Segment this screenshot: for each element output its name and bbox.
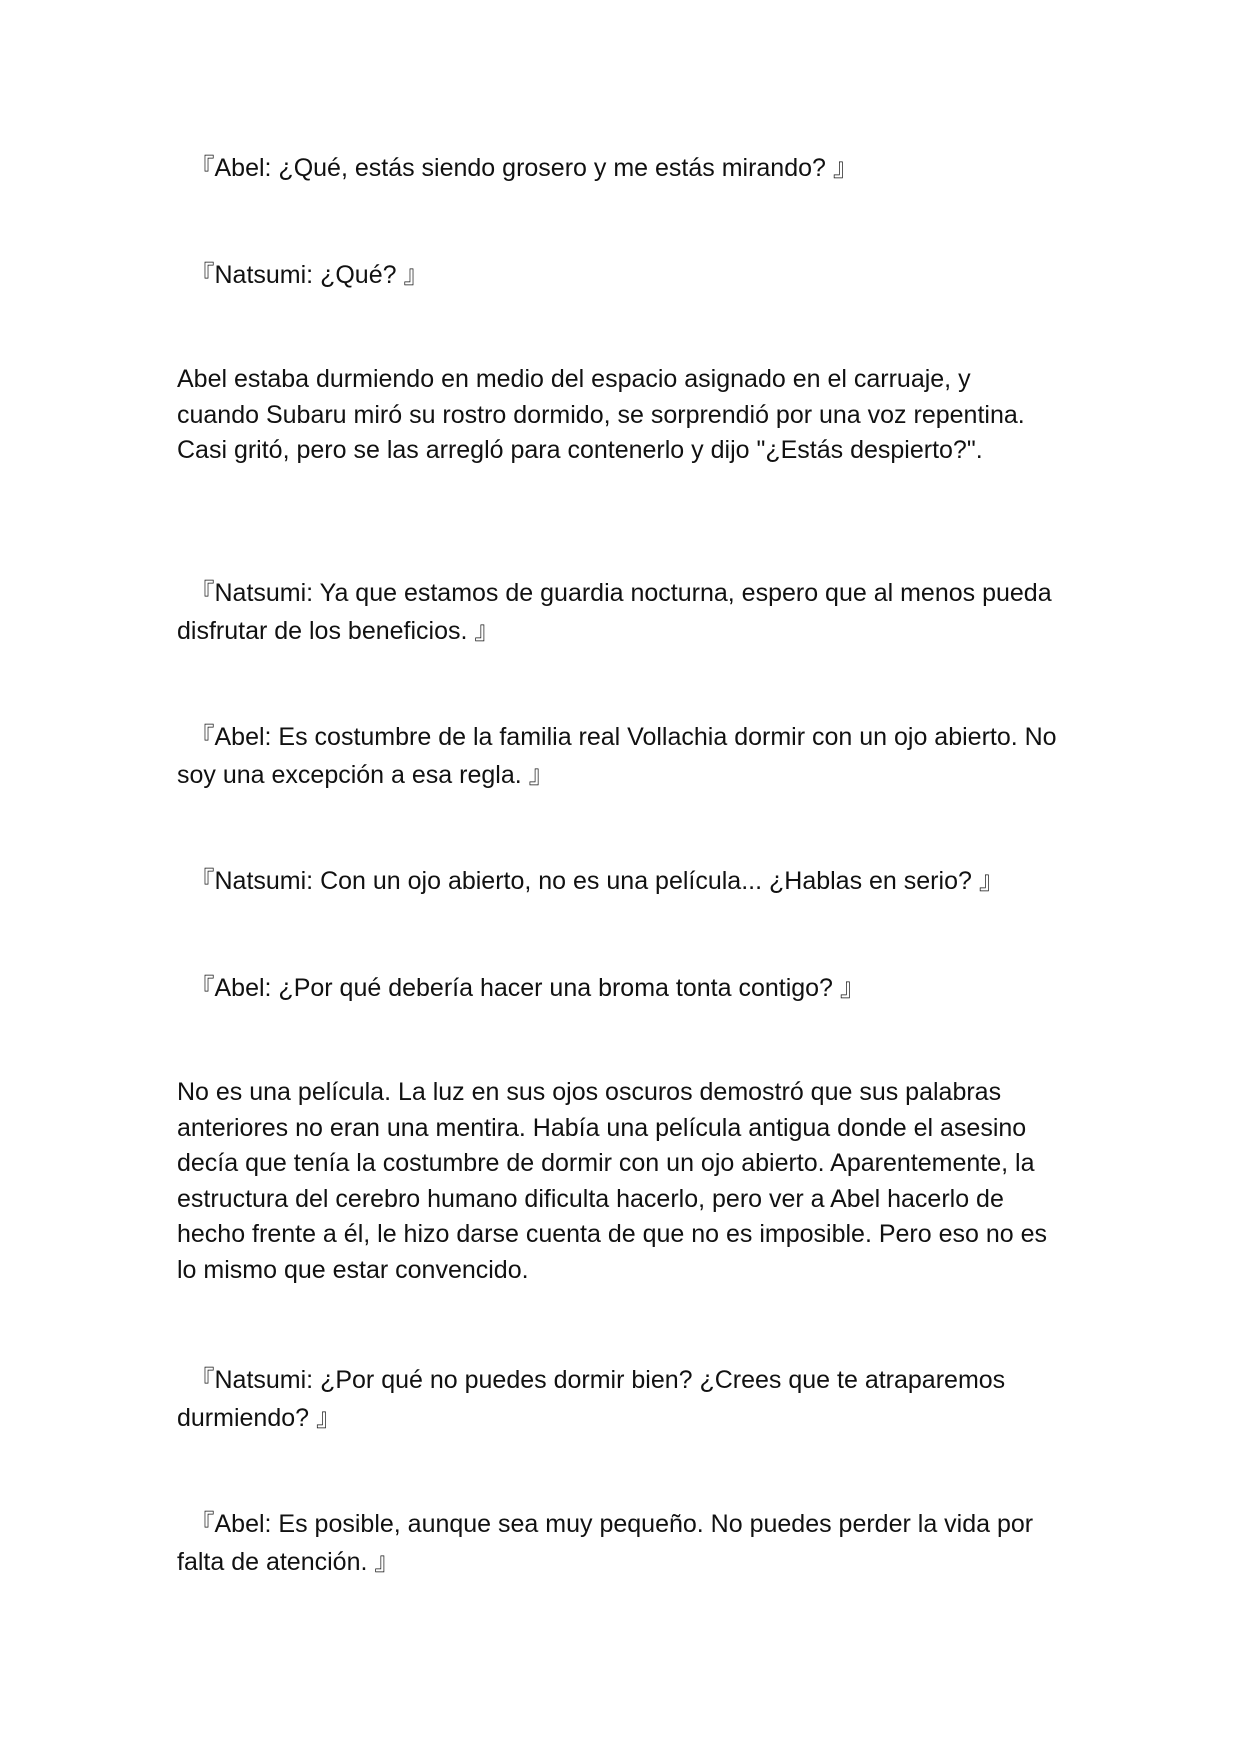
dialogue-line: 『Abel: ¿Por qué debería hacer una broma tonta contigo? 』 bbox=[177, 974, 865, 1002]
dialogue-line: 『Natsumi: ¿Qué? 』 bbox=[177, 261, 429, 289]
dialogue-line: 『Natsumi: Ya que estamos de guardia nocturna, espero que al menos pueda disfrutar de los beneficios. 』 bbox=[177, 579, 1052, 645]
narration-paragraph: No es una película. La luz en sus ojos oscuros demostró que sus palabras anteriores no eran una mentira. Había una película antigua donde el asesino decía que tenía la costumbre de dormir con un ojo abierto. Aparentemente, la estructura del cerebro humano dificulta hacerlo, pero ver a Abel hacerlo de hecho frente a él, le hizo darse cuenta de que no es imposible. Pero eso no es lo mismo que estar convencido. bbox=[177, 1078, 1048, 1284]
dialogue-line: 『Natsumi: ¿Por qué no puedes dormir bien? ¿Crees que te atraparemos durmiendo? 』 bbox=[177, 1366, 1006, 1432]
dialogue-line: 『Natsumi: Con un ojo abierto, no es una película... ¿Hablas en serio? 』 bbox=[177, 867, 1004, 895]
dialogue-line: 『Abel: Es posible, aunque sea muy pequeño. No puedes perder la vida por falta de atención. 』 bbox=[177, 1510, 1034, 1576]
dialogue-line: 『Abel: ¿Qué, estás siendo grosero y me estás mirando? 』 bbox=[177, 154, 858, 182]
dialogue-line: 『Abel: Es costumbre de la familia real Vollachia dormir con un ojo abierto. No soy una excepción a esa regla. 』 bbox=[177, 723, 1057, 789]
narration-paragraph: Abel estaba durmiendo en medio del espacio asignado en el carruaje, y cuando Subaru miró su rostro dormido, se sorprendió por una voz repentina. Casi gritó, pero se las arregló para contenerlo y dijo "¿Estás despierto?". bbox=[177, 365, 1025, 464]
